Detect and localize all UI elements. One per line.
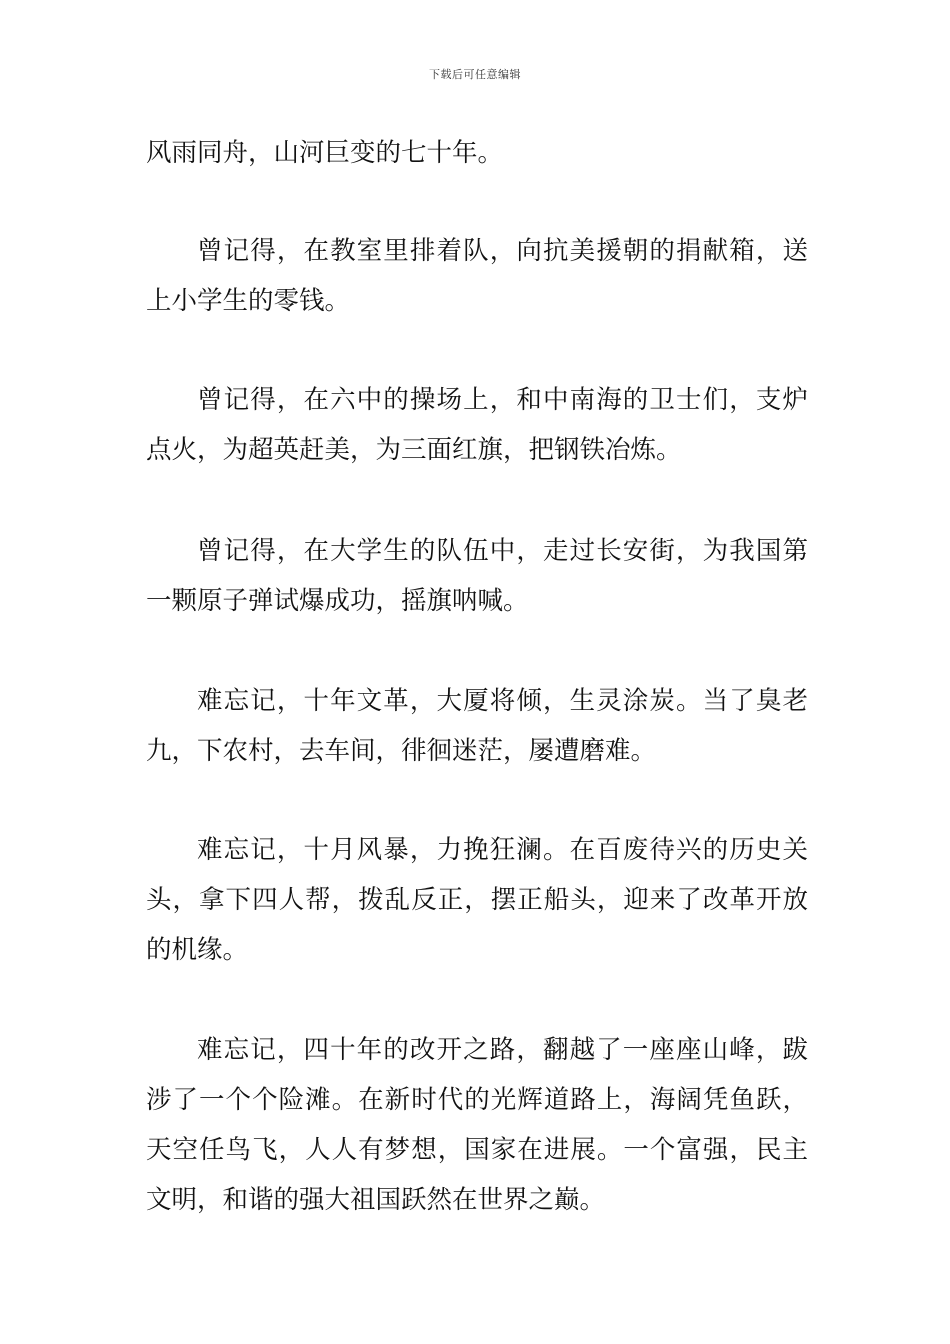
paragraph: 曾记得，在六中的操场上，和中南海的卫士们，支炉点火，为超英赶美，为三面红旗，把钢铁冶炼。 [146, 385, 808, 465]
paragraph: 风雨同舟，山河巨变的七十年。 [146, 138, 504, 168]
paragraph: 难忘记，四十年的改开之路，翻越了一座座山峰，跋涉了一个个险滩。在新时代的光辉道路上，海阔凭鱼跃，天空任鸟飞，人人有梦想，国家在进展。一个富强，民主文明，和谐的强大祖国跃然在世界之巅。 [146, 1035, 808, 1215]
paragraph: 难忘记，十年文革，大厦将倾，生灵涂炭。当了臭老九，下农村，去车间，徘徊迷茫，屡遭磨难。 [146, 686, 808, 766]
page-header-note: 下载后可任意编辑 [429, 68, 521, 81]
paragraph: 曾记得，在大学生的队伍中，走过长安街，为我国第一颗原子弹试爆成功，摇旗呐喊。 [146, 536, 808, 616]
paragraph: 难忘记，十月风暴，力挽狂澜。在百废待兴的历史关头，拿下四人帮，拨乱反正，摆正船头，迎来了改革开放的机缘。 [146, 835, 808, 965]
paragraph: 曾记得，在教室里排着队，向抗美援朝的捐献箱，送上小学生的零钱。 [146, 236, 808, 316]
